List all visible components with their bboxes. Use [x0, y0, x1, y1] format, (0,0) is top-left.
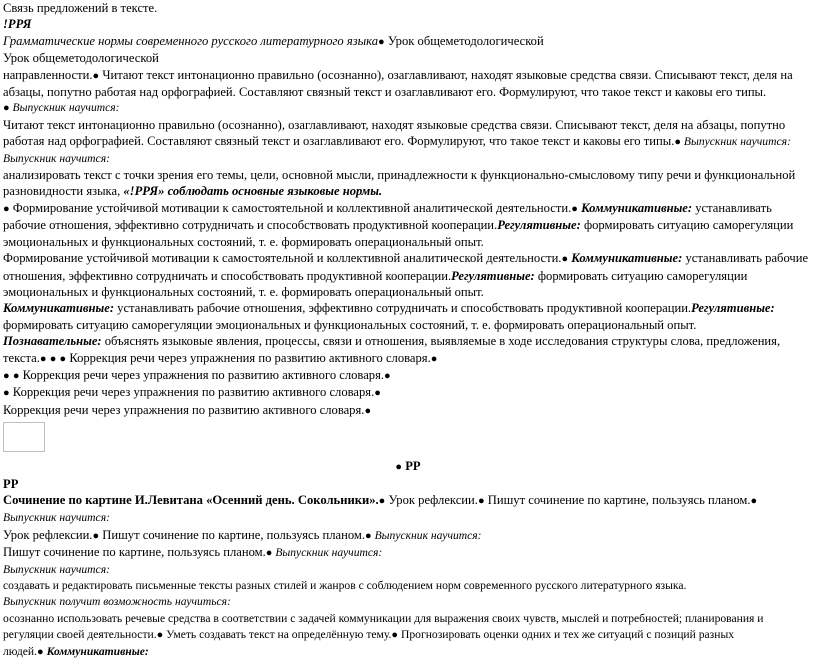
graduate-opportunity-heading: Выпускник получит возможность научиться:: [3, 595, 231, 609]
communicative-paragraph: Коммуникативные: устанавливать рабочие отношения, эффективно сотрудничать и способствовать продуктивной кооперации.Регулятивные: формировать ситуацию саморегуляции эмоциональных и функциональных состояний, т. е. формировать операциональный опыт.: [3, 301, 775, 332]
empty-table-cell: [3, 422, 45, 452]
speech-means-paragraph: осознанно использовать речевые средства в соответствии с задачей коммуникации для выражения своих чувств, мыслей и потребностей; планирования и регуляции своей деятельности.● Уметь создавать текст на определённую тему.● Прогнозировать оценки одних и тех же ситуаций с позиций разных: [3, 611, 764, 642]
bullet-icon: ●: [49, 352, 57, 365]
bullet-icon: ●: [750, 494, 758, 507]
bullet-icon: ●: [265, 547, 273, 560]
bullet-icon: ●: [571, 202, 578, 215]
bullet-icon: ●: [477, 494, 485, 507]
create-texts-line: создавать и редактировать письменные тексты разных стилей и жанров с соблюдением норм современного русского литературного языка.: [3, 579, 687, 592]
document-page: [3, 0, 813, 660]
bullet-icon: ●: [92, 529, 100, 542]
bullet-icon: ●: [37, 645, 44, 658]
bullet-icon: ●: [384, 369, 391, 382]
rr-centered: ● РР: [395, 459, 421, 474]
norms-line: Грамматические нормы современного русского литературного языка● Урок общеметодологической: [3, 33, 544, 48]
bullet-icon: ●: [430, 352, 438, 365]
correction-line-3: Коррекция речи через упражнения по развитию активного словаря.●: [3, 402, 372, 417]
people-line: людей.● Коммуникативные:: [3, 644, 149, 658]
section-code: !РРЯ: [3, 17, 32, 32]
correction-line-2: ● Коррекция речи через упражнения по развитию активного словаря.●: [3, 385, 381, 400]
activities-paragraph-repeat: Читают текст интонационно правильно (осознанно), озаглавливают, находят языковые средства связи. Списывают текст, деля на абзацы, попутно работая над орфографией. Составляют связный текст и озаглавливают его. Формулируют, что такое текст и каковы его типы.● Выпускник научится:: [3, 117, 791, 149]
bullet-icon: ●: [378, 35, 385, 48]
graduate-heading: ● Выпускник научится:: [3, 101, 120, 115]
bullet-icon: ●: [3, 387, 10, 400]
analysis-paragraph: анализировать текст с точки зрения его темы, цели, основной мысли, принадлежности к функционально-смысловому типу речи и функциональной разновидности языка, «!РРЯ» соблюдать основные языковые нормы.: [3, 168, 796, 199]
motivation-paragraph: ● Формирование устойчивой мотивации к самостоятельной и коллективной аналитической деятельности.● Коммуникативные: устанавливать рабочие отношения, эффективно сотрудничать и способствовать продуктивной кооперации.Регулятивные: формировать ситуацию саморегуляции эмоциональных и функциональных состояний, т. е. формировать операциональный опыт.: [3, 200, 794, 249]
essay-paragraph: Сочинение по картине И.Левитана «Осенний день. Сокольники».● Урок рефлексии.● Пишут сочинение по картине, пользуясь планом.● Выпускник научится:: [3, 492, 758, 525]
bullet-icon: ●: [378, 494, 386, 507]
bullet-icon: ●: [156, 629, 164, 642]
bullet-icon: ●: [3, 202, 10, 215]
bullet-icon: ●: [365, 529, 372, 542]
motivation-paragraph-repeat: Формирование устойчивой мотивации к самостоятельной и коллективной аналитической деятельности.● Коммуникативные: устанавливать рабочие отношения, эффективно сотрудничать и способствовать продуктивной кооперации.Регулятивные: формировать ситуацию саморегуляции эмоциональных и функциональных состояний, т. е. формировать операциональный опыт.: [3, 251, 809, 299]
bullet-icon: ●: [39, 352, 47, 365]
bullet-icon: ●: [561, 253, 569, 266]
bullet-icon: ●: [374, 387, 381, 400]
graduate-heading-3: Выпускник научится:: [3, 562, 110, 576]
bullet-icon: ●: [395, 461, 403, 474]
bullet-icon: ●: [391, 629, 399, 642]
reflection-line: Урок рефлексии.● Пишут сочинение по картине, пользуясь планом.● Выпускник научится:: [3, 527, 482, 542]
lesson-topic: Связь предложений в тексте.: [3, 1, 158, 15]
bullet-icon: ●: [3, 369, 10, 382]
bullet-icon: ●: [674, 136, 682, 149]
correction-line-1: ● ● Коррекция речи через упражнения по развитию активного словаря.●: [3, 367, 391, 382]
lesson-type: Урок общеметодологической: [3, 51, 159, 66]
bullet-icon: ●: [3, 102, 10, 115]
bullet-icon: ●: [12, 369, 20, 382]
bullet-icon: ●: [364, 404, 372, 417]
bullet-icon: ●: [59, 352, 67, 365]
bullet-icon: ●: [92, 69, 100, 82]
rr-heading: РР: [3, 476, 19, 491]
activities-paragraph: направленности.● Читают текст интонационно правильно (осознанно), озаглавливают, находят языковые средства связи. Списывают текст, деля на абзацы, попутно работая над орфографией. Составляют связный текст и озаглавливают его. Формулируют, что такое текст и каковы его типы.: [3, 67, 793, 100]
graduate-heading-2: Выпускник научится:: [3, 151, 110, 165]
essay-line: Пишут сочинение по картине, пользуясь планом.● Выпускник научится:: [3, 545, 383, 560]
cognitive-paragraph: Познавательные: объяснять языковые явления, процессы, связи и отношения, выявляемые в ходе исследования структуры слова, предложения, текста.● ● ● Коррекция речи через упражнения по развитию активного словаря.●: [3, 334, 781, 365]
